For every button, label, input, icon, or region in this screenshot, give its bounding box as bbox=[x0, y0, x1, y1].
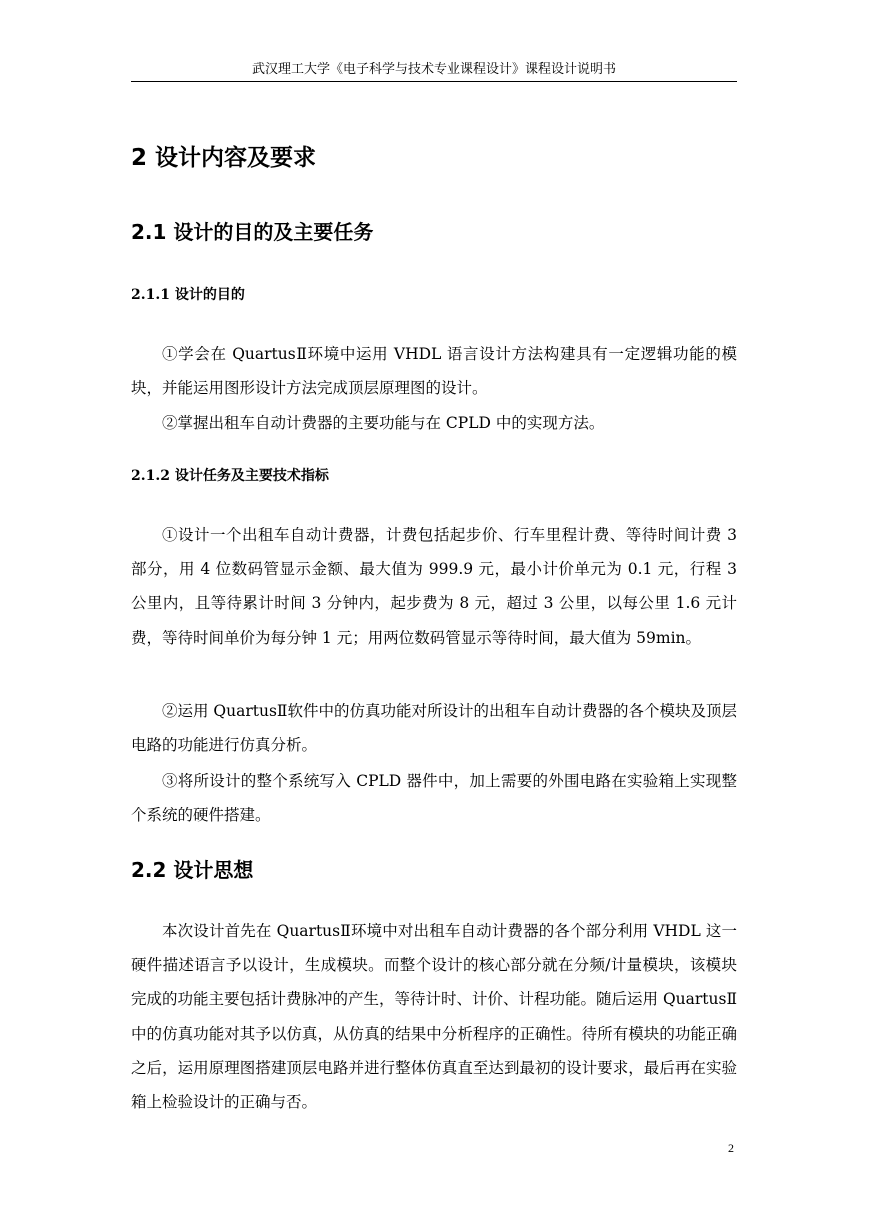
paragraph: 本次设计首先在 QuartusⅡ环境中对出租车自动计费器的各个部分利用 VHDL 这一硬件描述语言予以设计，生成模块。而整个设计的核心部分就在分频/计量模块，该模块完成的功能主要包括计费脉冲的产生，等待计时、计价、计程功能。随后运用 QuartusⅡ中的仿真功能对其予以仿真，从仿真的结果中分析程序的正确性。待所有模块的功能正确之后，运用原理图搭建顶层电路并进行整体仿真直至达到最初的设计要求，最后再在实验箱上检验设计的正确与否。 bbox=[131, 922, 737, 1112]
subsection-title-2-1-2: 2.1.2 设计任务及主要技术指标 bbox=[131, 468, 329, 484]
page-number: 2 bbox=[728, 1141, 734, 1155]
section-title-2-2: 2.2 设计思想 bbox=[131, 858, 254, 882]
subsection-title-2-1-1: 2.1.1 设计的目的 bbox=[131, 287, 245, 303]
paragraph: ②掌握出租车自动计费器的主要功能与在 CPLD 中的实现方法。 bbox=[162, 414, 605, 432]
page-header: 武汉理工大学《电子科学与技术专业课程设计》课程设计说明书 bbox=[251, 62, 616, 77]
paragraph: ①设计一个出租车自动计费器，计费包括起步价、行车里程计费、等待时间计费 3 部分，用 4 位数码管显示金额、最大值为 999.9 元，最小计价单元为 0.1 元，行程 3 公里内，且等待累计时间 3 分钟内，起步费为 8 元，超过 3 公里，以每公里 1.6 元计费，等待时间单价为每分钟 1 元；用两位数码管显示等待时间，最大值为 59min。 bbox=[131, 526, 737, 647]
chapter-title: 2 设计内容及要求 bbox=[131, 145, 317, 171]
paragraph: ②运用 QuartusⅡ软件中的仿真功能对所设计的出租车自动计费器的各个模块及顶层电路的功能进行仿真分析。 bbox=[131, 702, 737, 755]
paragraph: ③将所设计的整个系统写入 CPLD 器件中，加上需要的外围电路在实验箱上实现整个系统的硬件搭建。 bbox=[131, 772, 737, 825]
paragraph: ①学会在 QuartusⅡ环境中运用 VHDL 语言设计方法构建具有一定逻辑功能的模块，并能运用图形设计方法完成顶层原理图的设计。 bbox=[131, 345, 737, 398]
header-rule bbox=[131, 81, 737, 82]
section-title-2-1: 2.1 设计的目的及主要任务 bbox=[131, 220, 374, 244]
